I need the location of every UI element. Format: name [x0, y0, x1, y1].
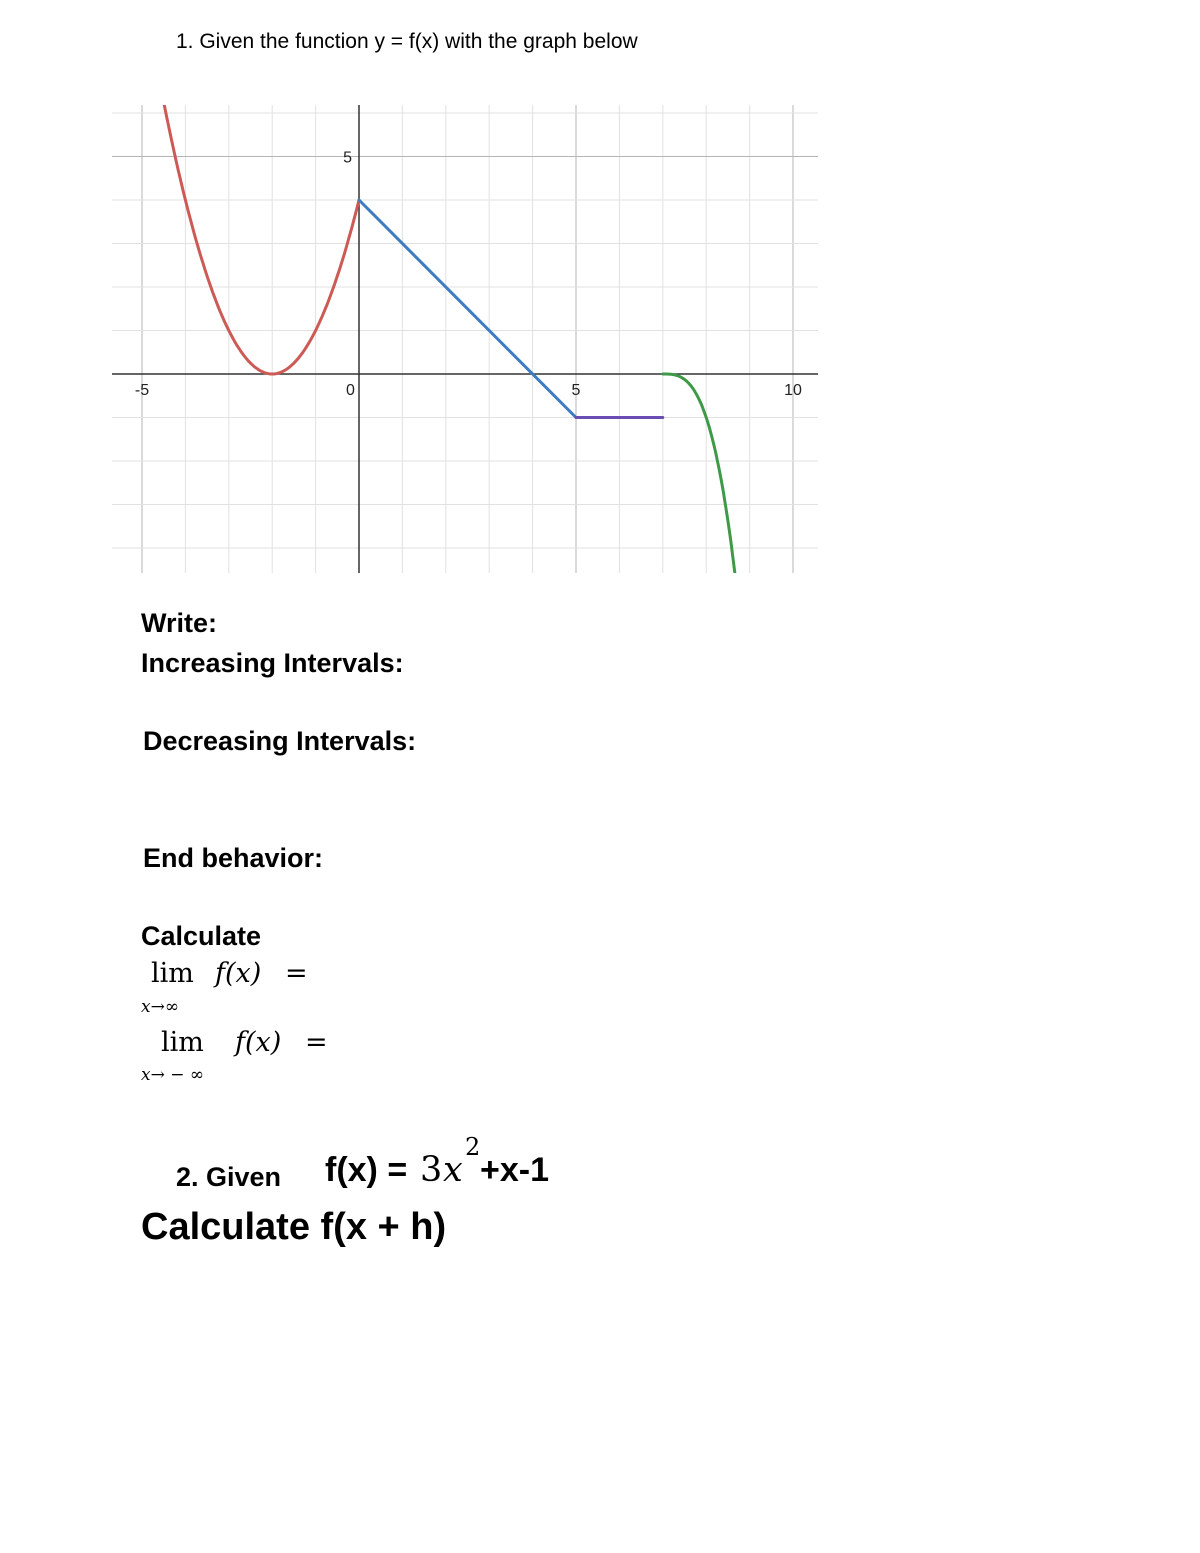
decreasing-intervals-label: Decreasing Intervals: — [143, 726, 417, 756]
calculate-label: Calculate — [141, 921, 262, 951]
question-2-rest: +x-1 — [480, 1151, 549, 1189]
question-2-exponent: 2 — [465, 1133, 481, 1161]
question-2-variable: x — [443, 1150, 463, 1190]
limit-2-equals: = — [305, 1027, 328, 1058]
question-2-given-label: 2. Given — [176, 1162, 282, 1192]
question-2-coefficient: 3 — [420, 1150, 443, 1190]
question-2-calculate: Calculate f(x + h) — [141, 1206, 447, 1248]
limit-1-function: f(x) — [215, 958, 262, 989]
axes — [112, 105, 818, 573]
series-parabola — [164, 105, 359, 374]
limit-2-subscript: x→ − ∞ — [141, 1065, 205, 1085]
series-line-decreasing — [359, 200, 576, 418]
question-1-title: 1. Given the function y = f(x) with the graph below — [176, 30, 638, 53]
function-graph — [112, 105, 818, 573]
question-2-function-label: f(x) = — [325, 1151, 408, 1189]
limit-2-function: f(x) — [235, 1027, 282, 1058]
end-behavior-label: End behavior: — [143, 843, 324, 873]
x-tick-label: 10 — [784, 382, 802, 399]
x-tick-label: -5 — [134, 382, 150, 399]
write-label: Write: — [141, 608, 218, 638]
grid-lines — [112, 105, 818, 573]
tick-labels — [135, 150, 802, 400]
x-tick-label: 0 — [346, 382, 355, 399]
limit-1-lim: lim — [151, 958, 194, 989]
y-tick-label: 5 — [343, 149, 352, 167]
limit-1-subscript: x→∞ — [141, 997, 179, 1017]
series-curves — [164, 105, 750, 573]
x-tick-label: 5 — [571, 382, 581, 399]
limit-2-lim: lim — [161, 1027, 204, 1058]
limit-1-equals: = — [285, 958, 308, 989]
increasing-intervals-label: Increasing Intervals: — [141, 648, 404, 678]
